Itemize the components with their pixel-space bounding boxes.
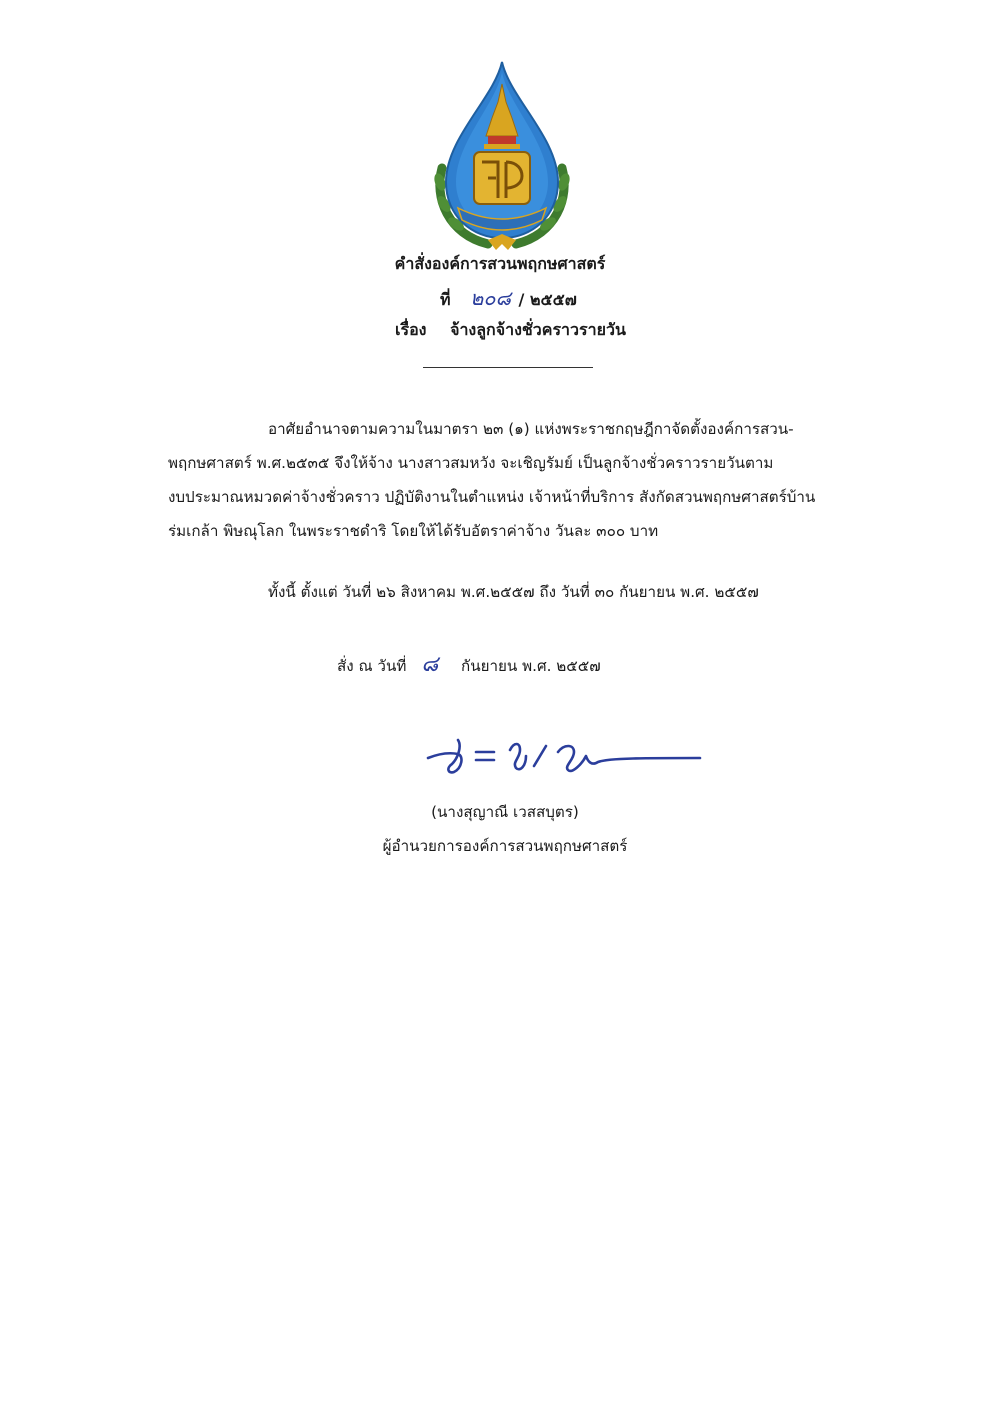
date-day-handwritten: ๘ [421,652,439,677]
subject-line [395,318,626,343]
order-number-handwritten: ๒๐๘ [470,286,511,310]
botanical-garden-organization-emblem-icon [428,58,576,254]
subject-label: เรื่อง [395,320,427,339]
header-divider [423,367,593,368]
signer-title: ผู้อำนวยการองค์การสวนพฤกษศาสตร์ [382,837,628,855]
subject-text: จ้างลูกจ้างชั่วคราวรายวัน [450,320,626,339]
paragraph-line: ร่มเกล้า พิษณุโลก ในพระราชดำริ โดยให้ได้รับอัตราค่าจ้าง วันละ ๓๐๐ บาท [168,522,659,540]
document-title: คำสั่งองค์การสวนพฤกษศาสตร์ [394,254,606,273]
date-prefix: สั่ง ณ วันที่ [337,657,407,675]
paragraph-line: อาศัยอำนาจตามความในมาตรา ๒๓ (๑) แห่งพระราชกฤษฎีกาจัดตั้งองค์การสวน- [268,420,794,438]
paragraph-line: งบประมาณหมวดค่าจ้างชั่วคราว ปฏิบัติงานในตำแหน่ง เจ้าหน้าที่บริการ สังกัดสวนพฤกษศาสตร์บ้าน [168,488,816,506]
order-year: / ๒๕๕๗ [518,290,577,309]
date-month-year: กันยายน พ.ศ. ๒๕๕๗ [461,657,601,675]
body-paragraph-1 [168,412,844,548]
handwritten-signature [418,728,708,788]
signer-name: (นางสุญาณี เวสสบุตร) [431,803,579,821]
paragraph-line: พฤกษศาสตร์ พ.ศ.๒๕๓๕ จึงให้จ้าง นางสาวสมหวัง จะเชิญรัมย์ เป็นลูกจ้างชั่วคราวรายวันตาม [168,454,774,472]
body-paragraph-2: ทั้งนี้ ตั้งแต่ วันที่ ๒๖ สิงหาคม พ.ศ.๒๕๕๗ ถึง วันที่ ๓๐ กันยายน พ.ศ. ๒๕๕๗ [268,583,759,601]
order-date-line [337,646,601,681]
order-number-line [440,282,577,314]
order-label: ที่ [440,290,451,309]
